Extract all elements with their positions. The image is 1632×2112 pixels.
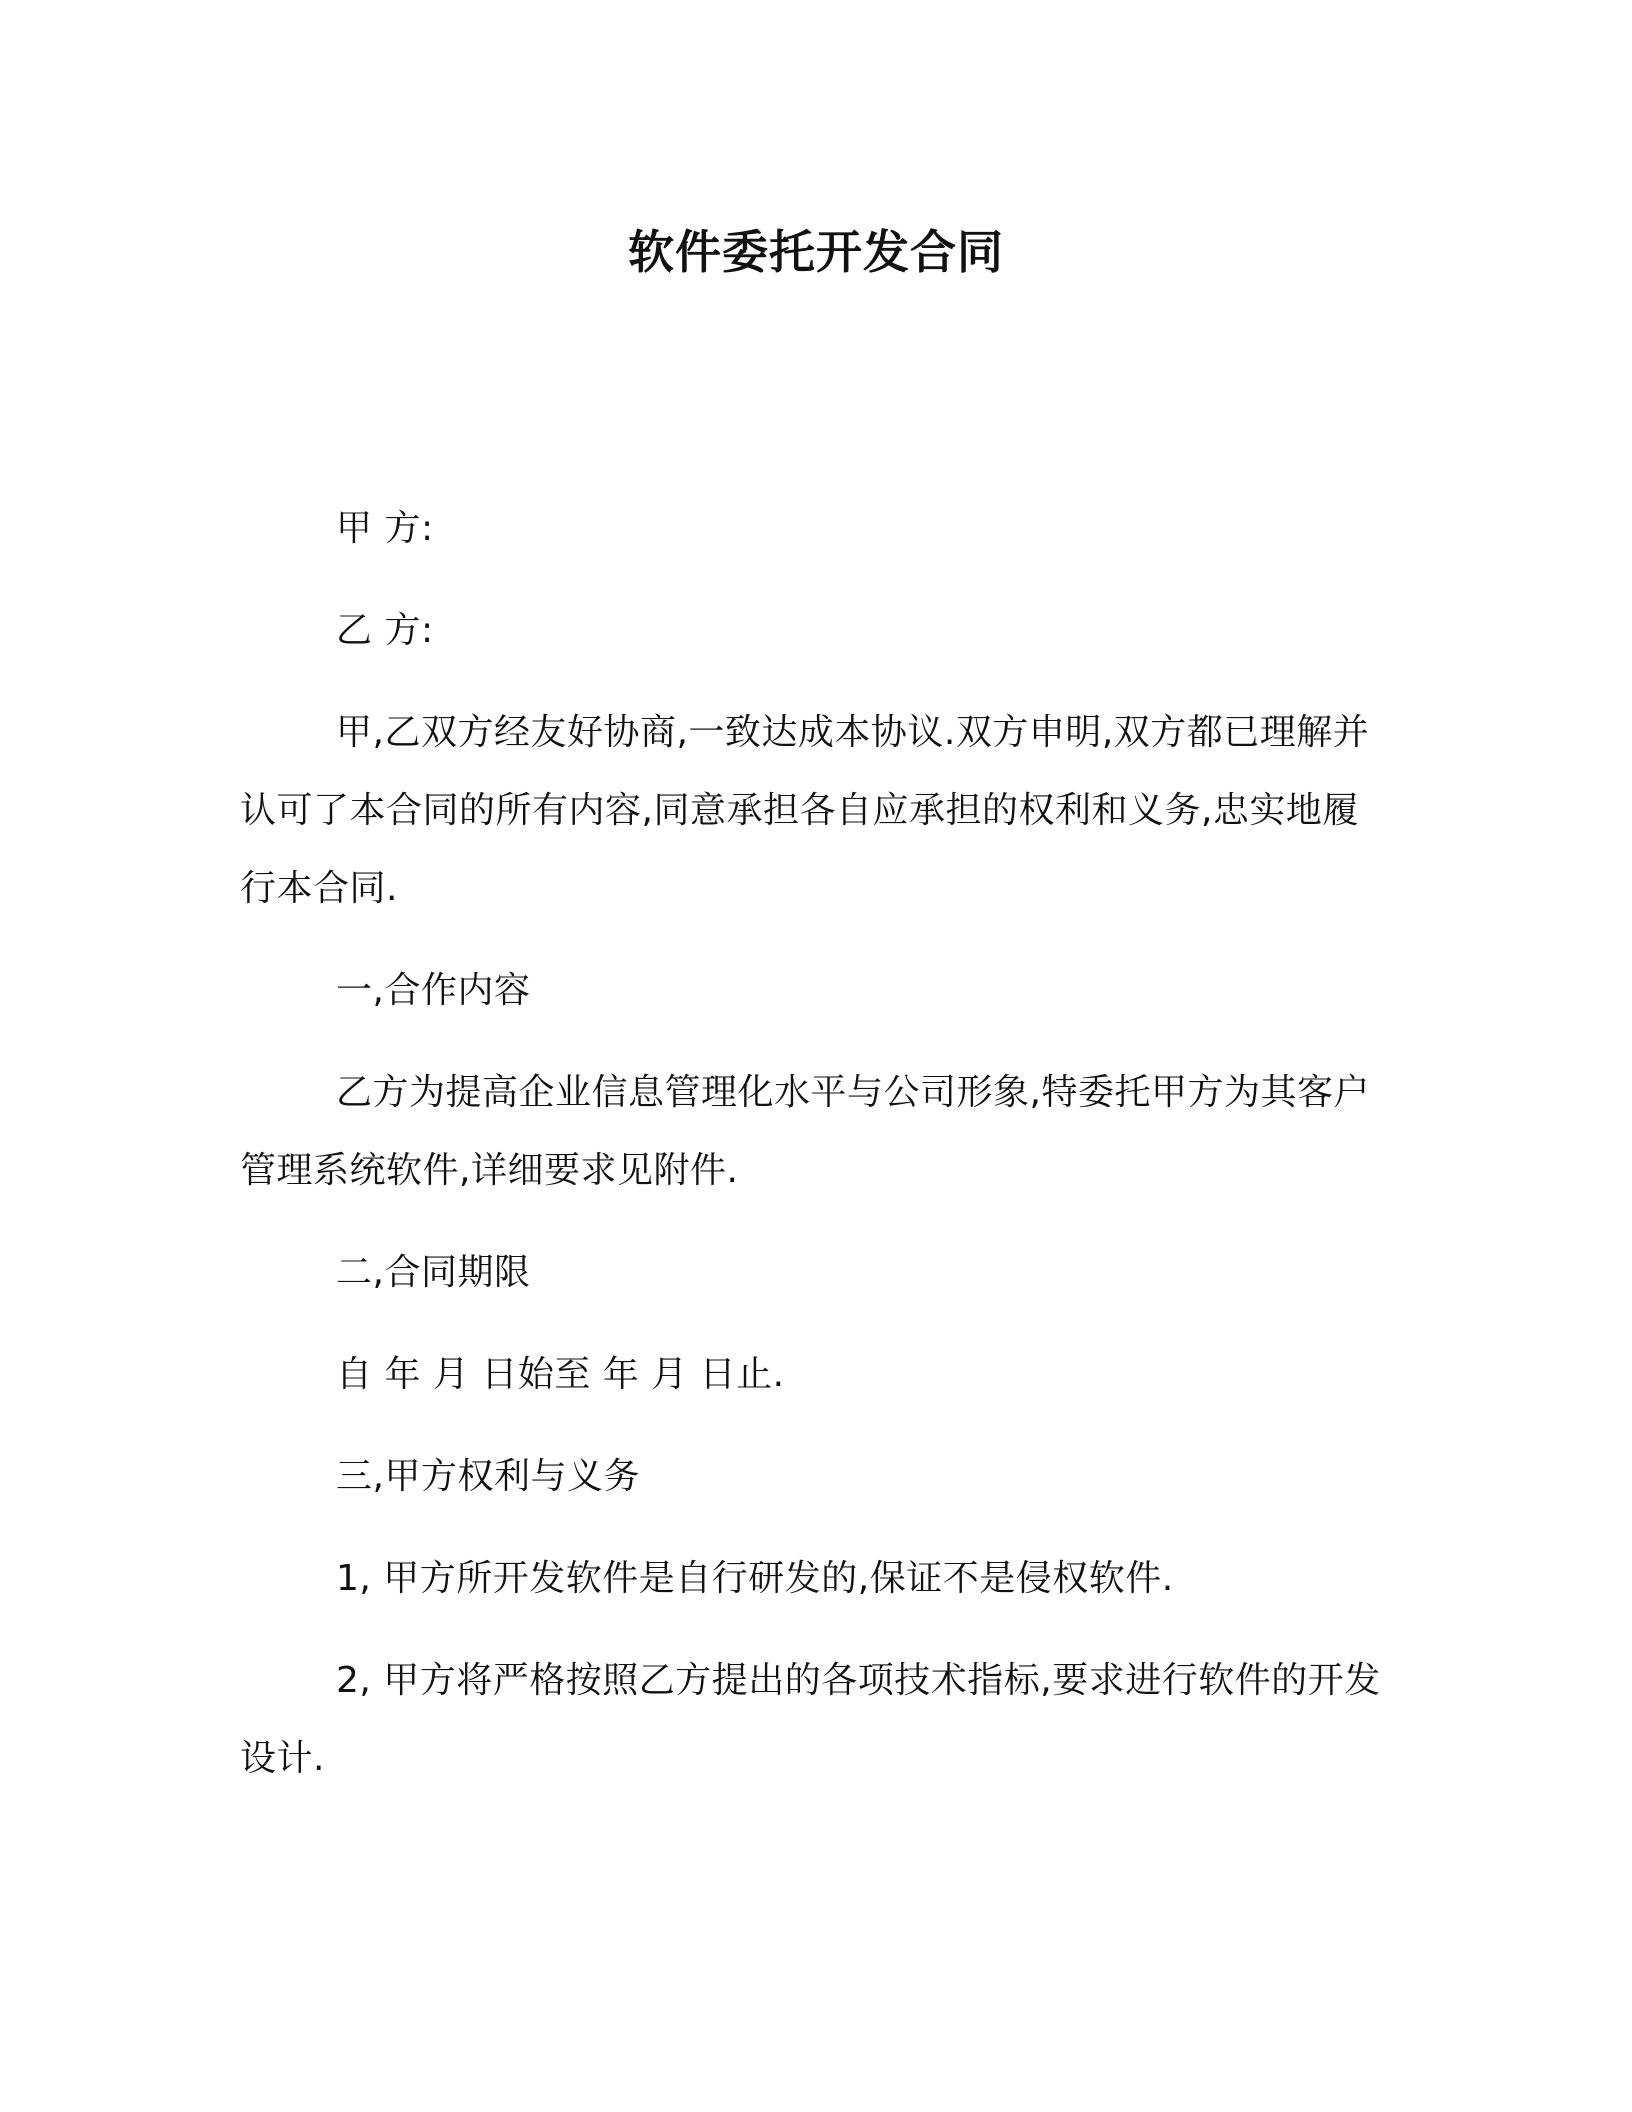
party-a-line: 甲 方: bbox=[336, 508, 434, 549]
party-b-line: 乙 方: bbox=[336, 610, 434, 651]
preamble-paragraph: 甲,乙双方经友好协商,一致达成本协议.双方申明,双方都已理解并认可了本合同的所有内容,同意承担各自应承担的权利和义务,忠实地履行本合同. bbox=[240, 712, 1370, 909]
clause-2: 2, 甲方将严格按照乙方提出的各项技术指标,要求进行软件的开发设计. bbox=[240, 1660, 1381, 1779]
section-heading-cooperation: 一,合作内容 bbox=[336, 970, 531, 1011]
term-paragraph: 自 年 月 日始至 年 月 日止. bbox=[336, 1354, 785, 1395]
section-heading-party-a-rights: 三,甲方权利与义务 bbox=[336, 1456, 640, 1497]
clause-1: 1, 甲方所开发软件是自行研发的,保证不是侵权软件. bbox=[336, 1558, 1174, 1599]
cooperation-paragraph: 乙方为提高企业信息管理化水平与公司形象,特委托甲方为其客户管理系统软件,详细要求见附件. bbox=[240, 1072, 1370, 1191]
document-body bbox=[240, 490, 1390, 1822]
section-heading-term: 二,合同期限 bbox=[336, 1252, 531, 1293]
document-title: 软件委托开发合同 bbox=[628, 225, 1004, 279]
